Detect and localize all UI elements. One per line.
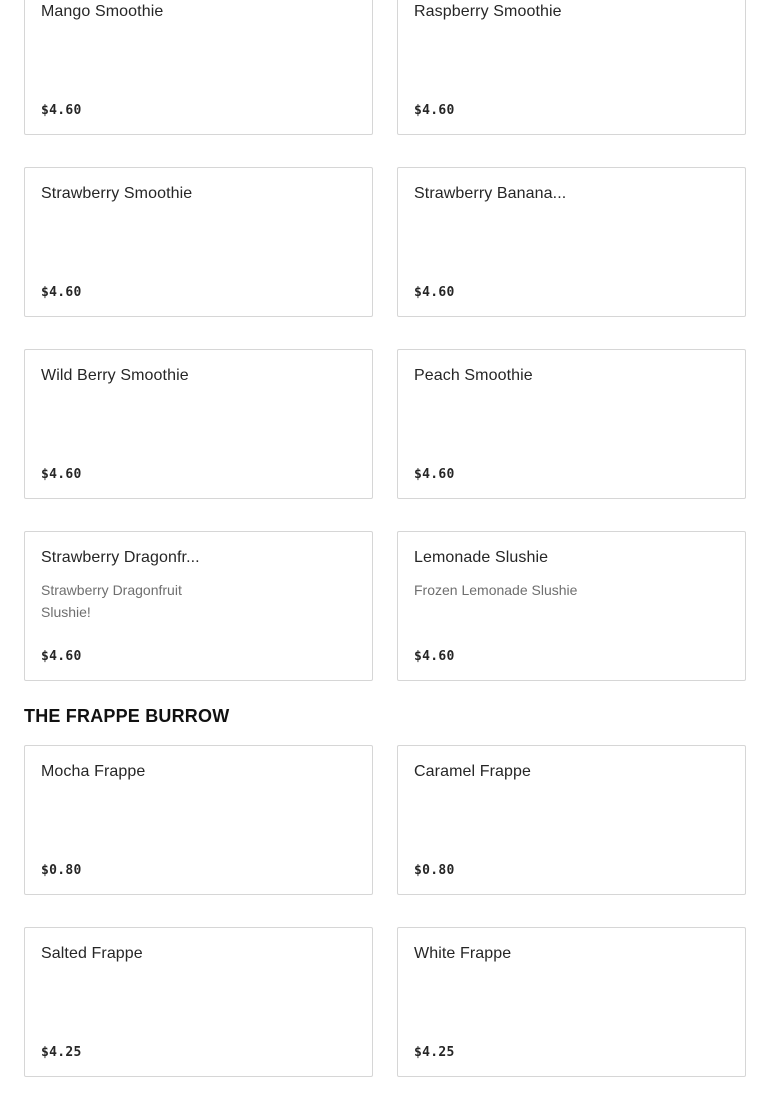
menu-item-card-peach-smoothie[interactable] [397,349,746,499]
menu-item-card-strawberry-dragonfruit[interactable] [24,531,373,681]
menu-item-card-caramel-frappe[interactable] [397,745,746,895]
item-name: Lemonade Slushie [414,549,549,566]
item-price: $4.60 [41,285,82,300]
menu-item-card-white-frappe[interactable] [397,927,746,1077]
menu-item-card-wild-berry-smoothie[interactable] [24,349,373,499]
item-price: $0.80 [414,863,455,878]
item-name: White Frappe [414,945,512,962]
menu-item-card-salted-frappe[interactable] [24,927,373,1077]
item-price: $4.25 [414,1045,455,1060]
item-name: Raspberry Smoothie [414,3,562,20]
item-name: Strawberry Banana... [414,185,567,202]
item-name: Strawberry Smoothie [41,185,193,202]
item-name: Caramel Frappe [414,763,532,780]
item-price: $4.60 [41,467,82,482]
item-description: Strawberry Dragonfruit Slushie! [41,582,182,620]
item-name: Salted Frappe [41,945,143,962]
item-price: $4.60 [414,285,455,300]
section-title-frappe-burrow: THE FRAPPE BURROW [24,706,230,726]
item-price: $4.25 [41,1045,82,1060]
menu-item-card-mango-smoothie[interactable] [24,0,373,135]
item-name: Wild Berry Smoothie [41,367,189,384]
item-name: Peach Smoothie [414,367,533,384]
item-price: $4.60 [41,649,82,664]
item-price: $4.60 [414,649,455,664]
menu-item-card-raspberry-smoothie[interactable] [397,0,746,135]
menu-item-card-mocha-frappe[interactable] [24,745,373,895]
item-price: $4.60 [41,103,82,118]
item-price: $4.60 [414,103,455,118]
menu-item-card-strawberry-smoothie[interactable] [24,167,373,317]
item-name: Mango Smoothie [41,3,164,20]
item-price: $0.80 [41,863,82,878]
item-price: $4.60 [414,467,455,482]
item-name: Strawberry Dragonfr... [41,549,200,566]
item-description: Frozen Lemonade Slushie [414,582,578,598]
menu-item-card-lemonade-slushie[interactable] [397,531,746,681]
item-name: Mocha Frappe [41,763,146,780]
menu-item-card-strawberry-banana[interactable] [397,167,746,317]
